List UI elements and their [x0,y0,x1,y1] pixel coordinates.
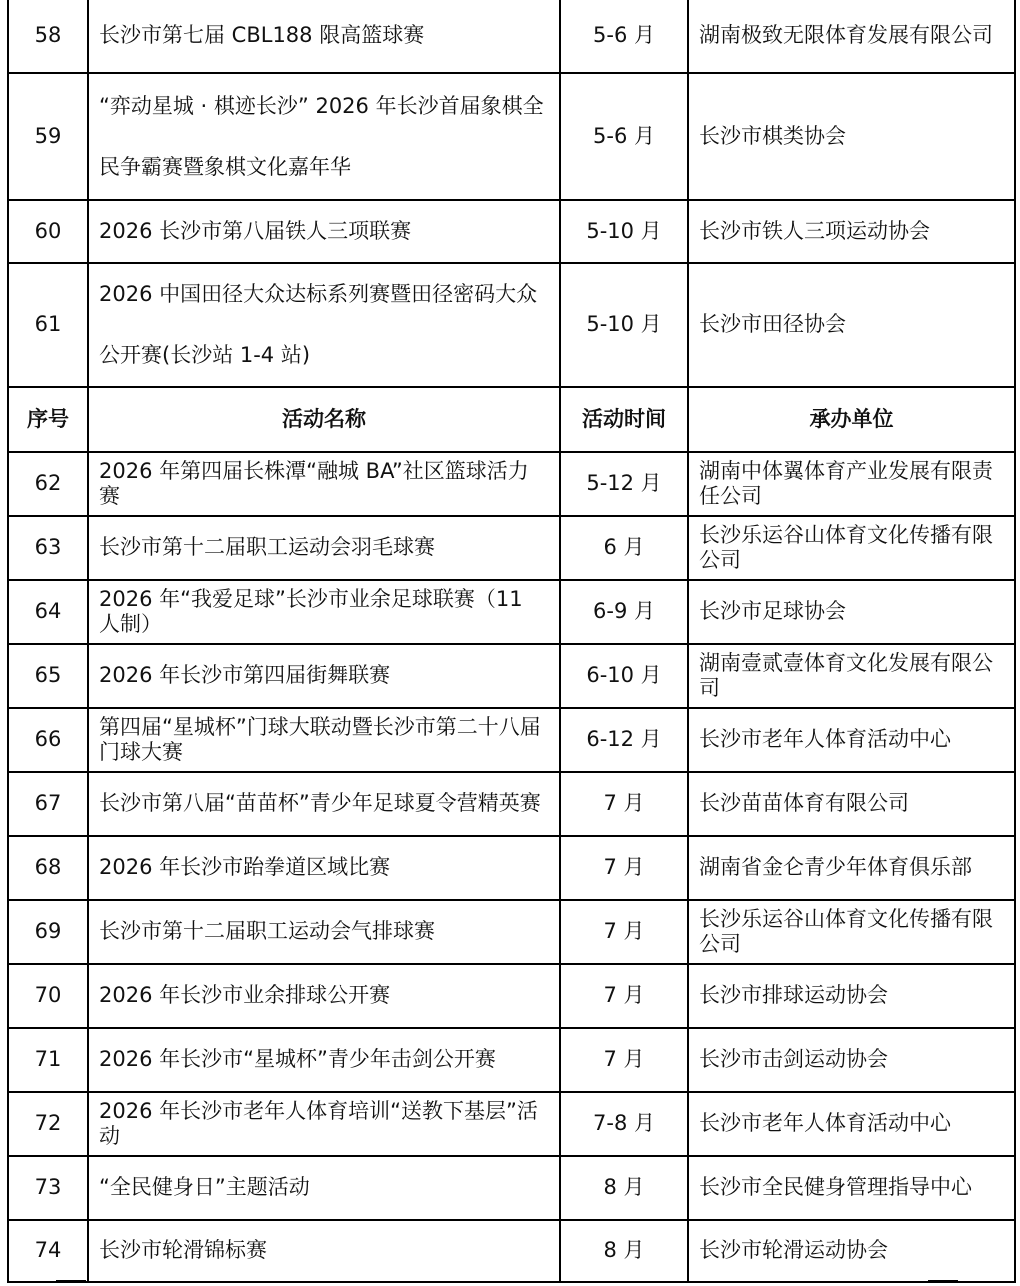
event-time: 6-10 月 [560,644,688,708]
row-number: 59 [8,73,88,200]
event-time: 6-12 月 [560,708,688,772]
event-name: 2026 年长沙市业余排球公开赛 [88,964,560,1028]
row-number: 63 [8,516,88,580]
event-name: 第四届“星城杯”门球大联动暨长沙市第二十八届门球大赛 [88,708,560,772]
event-name: 2026 年长沙市老年人体育培训“送教下基层”活动 [88,1092,560,1156]
host-organization: 长沙苗苗体育有限公司 [688,772,1015,836]
host-organization: 长沙市足球协会 [688,580,1015,644]
event-name: 2026 长沙市第八届铁人三项联赛 [88,200,560,263]
host-organization: 长沙市击剑运动协会 [688,1028,1015,1092]
table-row [8,1028,1015,1092]
table-row [8,580,1015,644]
row-number: 61 [8,263,88,387]
header-host-organization: 承办单位 [688,387,1015,452]
event-name: 2026 年“我爱足球”长沙市业余足球联赛（11 人制） [88,580,560,644]
row-number: 67 [8,772,88,836]
event-name: 2026 年第四届长株潭“融城 BA”社区篮球活力赛 [88,452,560,516]
table-row [8,708,1015,772]
table-row [8,644,1015,708]
event-name: 2026 年长沙市跆拳道区域比赛 [88,836,560,900]
header-event-time: 活动时间 [560,387,688,452]
table-header-row [8,387,1015,452]
event-name: 长沙市第七届 CBL188 限高篮球赛 [88,0,560,73]
event-name: 2026 中国田径大众达标系列赛暨田径密码大众公开赛(长沙站 1-4 站) [88,263,560,387]
table-row [8,516,1015,580]
event-name: 长沙市第十二届职工运动会羽毛球赛 [88,516,560,580]
host-organization: 长沙市铁人三项运动协会 [688,200,1015,263]
event-time: 5-10 月 [560,200,688,263]
header-event-name: 活动名称 [88,387,560,452]
event-name: 长沙市第十二届职工运动会气排球赛 [88,900,560,964]
row-number: 65 [8,644,88,708]
host-organization: 湖南省金仑青少年体育俱乐部 [688,836,1015,900]
event-time: 7 月 [560,1028,688,1092]
host-organization: 长沙乐运谷山体育文化传播有限公司 [688,900,1015,964]
host-organization: 湖南壹贰壹体育文化发展有限公司 [688,644,1015,708]
host-organization: 湖南中体翼体育产业发展有限责任公司 [688,452,1015,516]
table-row [8,900,1015,964]
event-time: 6 月 [560,516,688,580]
row-number: 68 [8,836,88,900]
host-organization: 长沙市排球运动协会 [688,964,1015,1028]
table-row [8,263,1015,387]
event-time: 5-12 月 [560,452,688,516]
host-organization: 长沙乐运谷山体育文化传播有限公司 [688,516,1015,580]
host-organization: 湖南极致无限体育发展有限公司 [688,0,1015,73]
table-row [8,452,1015,516]
table-row [8,200,1015,263]
row-number: 66 [8,708,88,772]
event-name: 长沙市第八届“苗苗杯”青少年足球夏令营精英赛 [88,772,560,836]
header-number: 序号 [8,387,88,452]
page-bottom-mark-left [56,1280,86,1282]
event-schedule-table [7,0,1016,1283]
row-number: 70 [8,964,88,1028]
table-row [8,964,1015,1028]
event-time: 7 月 [560,900,688,964]
row-number: 60 [8,200,88,263]
host-organization: 长沙市老年人体育活动中心 [688,1092,1015,1156]
event-time: 5-6 月 [560,73,688,200]
row-number: 58 [8,0,88,73]
event-name: “弈动星城 · 棋迹长沙” 2026 年长沙首届象棋全民争霸赛暨象棋文化嘉年华 [88,73,560,200]
table-row [8,0,1015,73]
event-time: 6-9 月 [560,580,688,644]
table-row [8,73,1015,200]
host-organization: 长沙市全民健身管理指导中心 [688,1156,1015,1220]
table-row [8,836,1015,900]
host-organization: 长沙市老年人体育活动中心 [688,708,1015,772]
row-number: 72 [8,1092,88,1156]
event-time: 8 月 [560,1156,688,1220]
table-row [8,1156,1015,1220]
host-organization: 长沙市棋类协会 [688,73,1015,200]
event-time: 5-10 月 [560,263,688,387]
event-time: 7 月 [560,772,688,836]
event-time: 7 月 [560,964,688,1028]
host-organization: 长沙市轮滑运动协会 [688,1220,1015,1282]
event-time: 8 月 [560,1220,688,1282]
event-name: 2026 年长沙市“星城杯”青少年击剑公开赛 [88,1028,560,1092]
page-bottom-mark-right [928,1280,958,1282]
table-row [8,1092,1015,1156]
row-number: 69 [8,900,88,964]
event-name: 长沙市轮滑锦标赛 [88,1220,560,1282]
event-time: 7-8 月 [560,1092,688,1156]
event-time: 7 月 [560,836,688,900]
row-number: 73 [8,1156,88,1220]
row-number: 62 [8,452,88,516]
row-number: 71 [8,1028,88,1092]
row-number: 74 [8,1220,88,1282]
host-organization: 长沙市田径协会 [688,263,1015,387]
event-time: 5-6 月 [560,0,688,73]
table-row [8,1220,1015,1282]
table-row [8,772,1015,836]
row-number: 64 [8,580,88,644]
event-name: 2026 年长沙市第四届街舞联赛 [88,644,560,708]
event-name: “全民健身日”主题活动 [88,1156,560,1220]
